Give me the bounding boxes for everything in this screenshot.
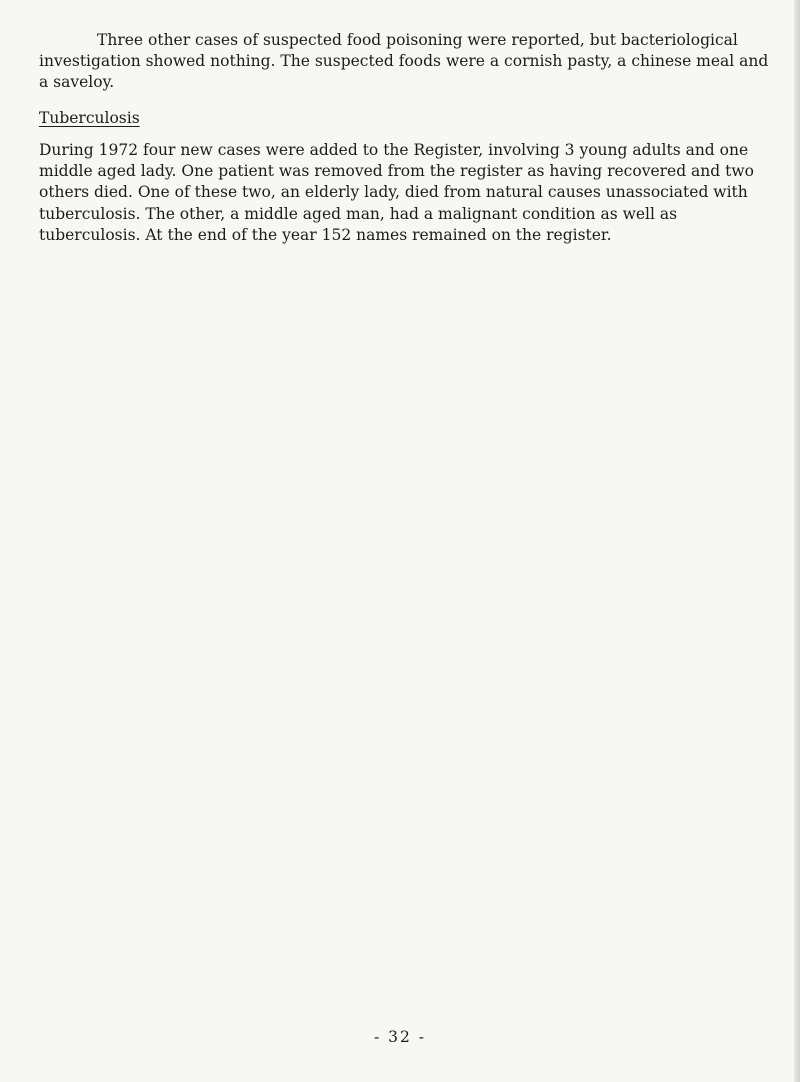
page-edge-shadow — [794, 0, 800, 1082]
food-poisoning-paragraph-rest: investigation showed nothing. The suspected foods were a cornish pasty, a chinese meal and a saveloy. — [39, 52, 769, 92]
food-poisoning-paragraph-line1: Three other cases of suspected food poisoning were reported, but bacteriological — [97, 31, 738, 49]
food-poisoning-paragraph — [39, 30, 769, 94]
page-number: - 32 - — [373, 1028, 427, 1046]
tuberculosis-paragraph: During 1972 four new cases were added to the Register, involving 3 young adults and one middle aged lady. One patient was removed from the register as having recovered and two others died. One of these two, an elderly lady, died from natural causes unassociated with tuberculosis. The other, a middle aged man, had a malignant condition as well as tuberculosis. At the end of the year 152 names remained on the register. — [39, 141, 754, 244]
tuberculosis-heading: Tuberculosis — [39, 109, 140, 127]
